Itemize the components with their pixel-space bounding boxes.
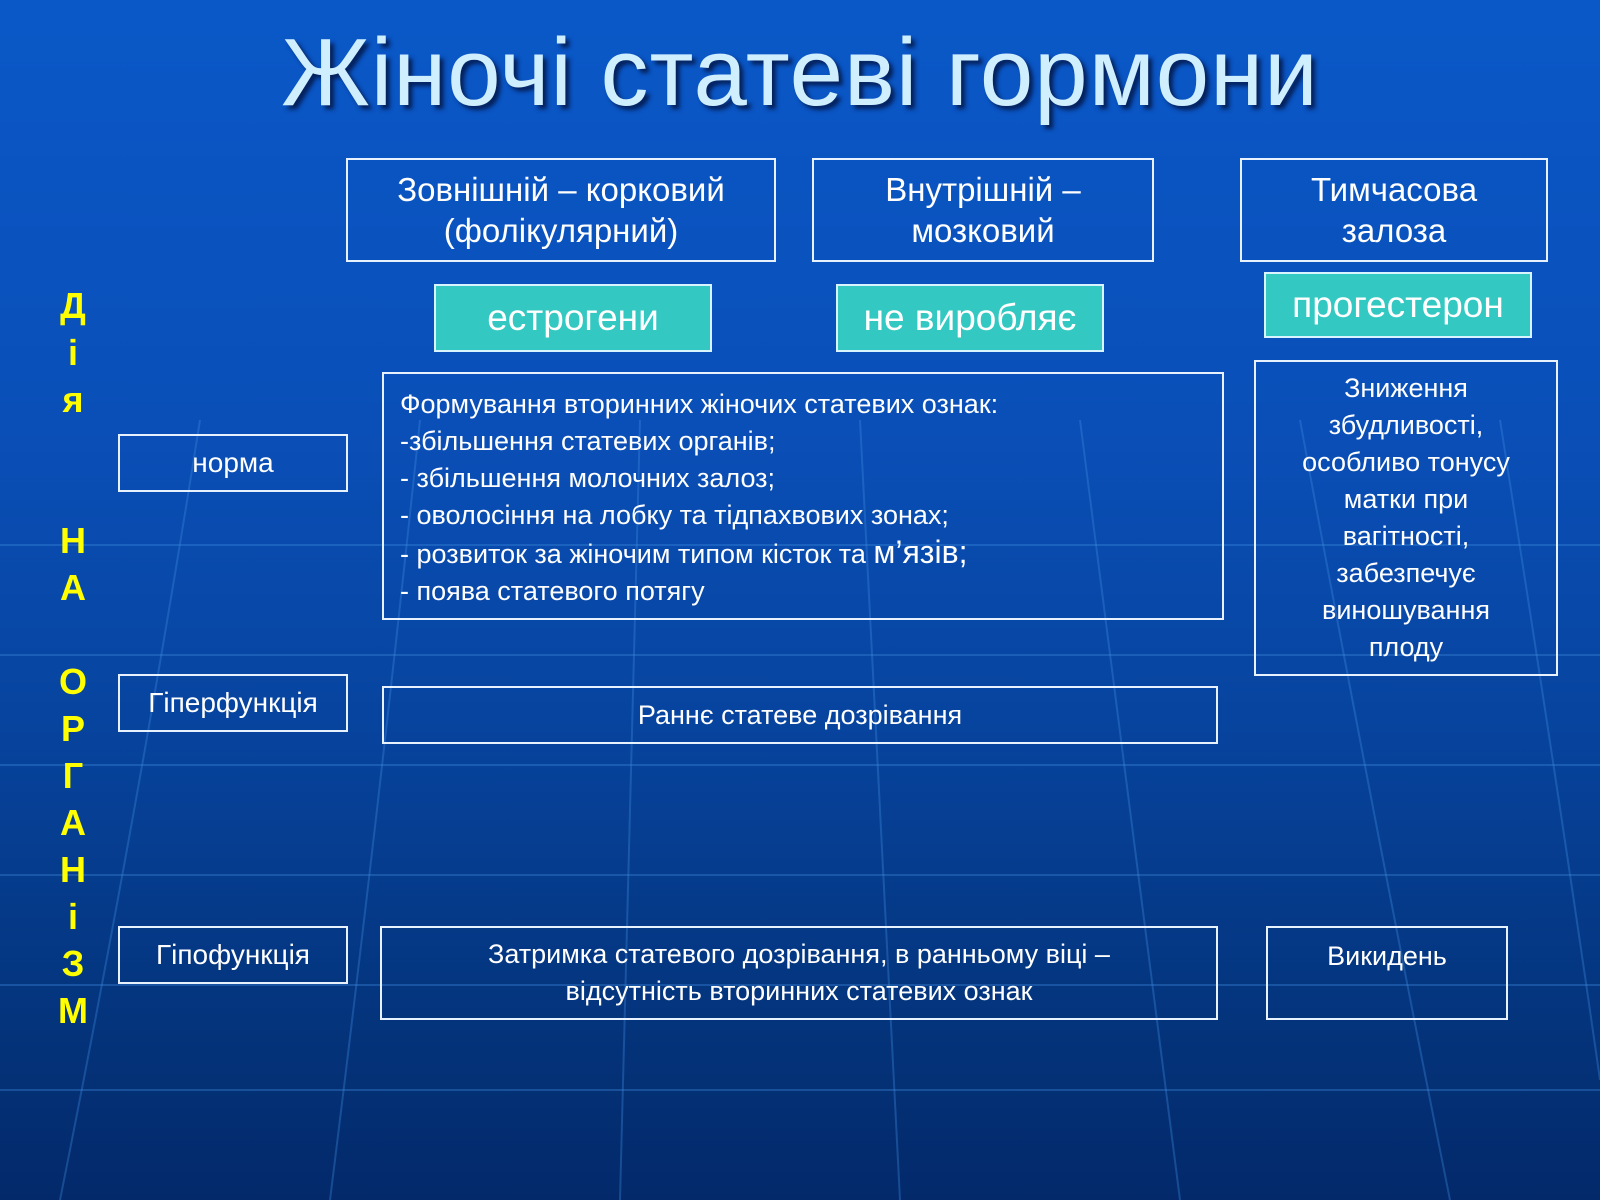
- vertical-letter: З: [61, 943, 85, 984]
- vertical-letter: М: [58, 990, 88, 1031]
- progesterone-line: забезпечує: [1336, 558, 1476, 588]
- hypo-estrogen-text: Затримка статевого дозрівання, в ранньому віці – відсутність вторинних статевих ознак: [488, 939, 1110, 1006]
- vertical-letter: А: [60, 567, 86, 608]
- hypo-progesterone-effect: [1266, 926, 1508, 1020]
- hormone-none-label: не виробляє: [863, 297, 1077, 338]
- progesterone-line: особливо тонусу: [1302, 447, 1510, 477]
- vertical-letter: Н: [60, 520, 86, 561]
- header-temporary-label: Тимчасова залоза: [1310, 171, 1478, 249]
- header-temporary-gland: [1240, 158, 1548, 262]
- row-norm-text: норма: [192, 447, 274, 478]
- vertical-letter: А: [60, 802, 86, 843]
- progesterone-line: матки при: [1343, 484, 1469, 514]
- row-hyper-text: Гіперфункція: [148, 687, 318, 718]
- vertical-letter: я: [62, 379, 84, 420]
- effect-line: - збільшення молочних залоз;: [400, 463, 776, 493]
- progesterone-line: Зниження: [1344, 373, 1468, 403]
- hypo-estrogen-effect: [380, 926, 1218, 1020]
- norm-progesterone-effects: [1254, 360, 1558, 676]
- hormone-estrogens: [434, 284, 712, 352]
- header-outer-label: Зовнішній – корковий (фолікулярний): [397, 171, 725, 249]
- hypo-progesterone-text: Викидень: [1327, 941, 1447, 971]
- header-outer-cortex: [346, 158, 776, 262]
- hyper-estrogen-effect: [382, 686, 1218, 744]
- slide-title: Жіночі статеві гормони: [281, 19, 1319, 126]
- progesterone-line: збудливості,: [1328, 410, 1484, 440]
- row-hypo-text: Гіпофункція: [156, 939, 310, 970]
- hyper-estrogen-text: Раннє статеве дозрівання: [637, 699, 963, 730]
- vertical-letter: О: [58, 661, 87, 702]
- effect-line: -збільшення статевих органів;: [400, 426, 776, 456]
- effect-line-emphasis: м’язів;: [873, 534, 968, 570]
- header-inner-label: Внутрішній – мозковий: [885, 171, 1081, 249]
- vertical-side-label: [48, 282, 98, 1034]
- hormone-none: [836, 284, 1104, 352]
- effect-line: - розвиток за жіночим типом кісток та: [400, 539, 874, 569]
- vertical-letter: Г: [62, 755, 84, 796]
- hormone-estrogens-label: естрогени: [487, 297, 659, 338]
- effect-line-group: [400, 534, 967, 573]
- norm-estrogen-effects: [382, 372, 1224, 620]
- progesterone-line: вагітності,: [1342, 521, 1470, 551]
- progesterone-line: плоду: [1368, 632, 1444, 662]
- hormone-progesterone: [1264, 272, 1532, 338]
- effect-line: - поява статевого потягу: [400, 576, 705, 606]
- header-inner-medulla: [812, 158, 1154, 262]
- row-label-hyperfunction: [118, 674, 348, 732]
- effect-line: - оволосіння на лобку та тідпахвових зонах;: [400, 500, 949, 530]
- row-label-norm: [118, 434, 348, 492]
- hormone-progesterone-label: прогестерон: [1292, 284, 1504, 325]
- vertical-letter: Д: [60, 285, 86, 326]
- vertical-letter-gap: [48, 611, 98, 658]
- progesterone-line: виношування: [1321, 595, 1490, 625]
- vertical-letter: і: [67, 896, 78, 937]
- vertical-letter: і: [67, 332, 78, 373]
- row-label-hypofunction: [118, 926, 348, 984]
- effect-line: Формування вторинних жіночих статевих ознак:: [400, 389, 999, 419]
- vertical-letter: Н: [60, 849, 86, 890]
- vertical-letter: Р: [60, 708, 85, 749]
- vertical-letter-gap: [48, 423, 98, 517]
